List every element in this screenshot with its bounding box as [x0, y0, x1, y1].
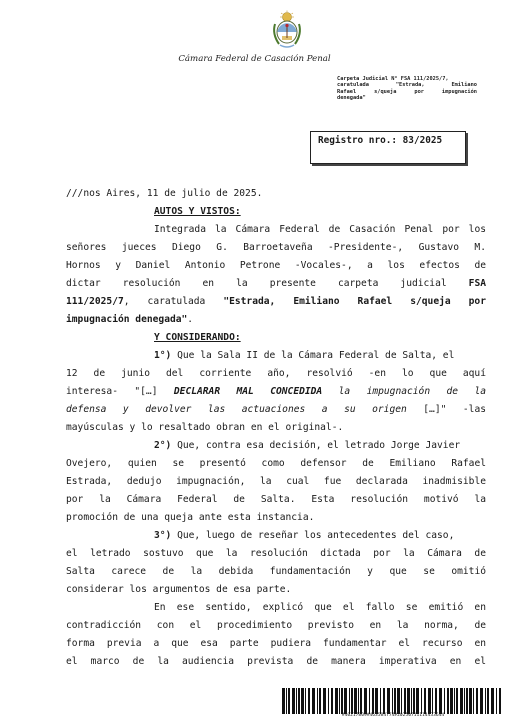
- paragraph-line: impugnación denegada".: [66, 314, 194, 325]
- autos-heading: AUTOS Y VISTOS:: [154, 206, 241, 217]
- paragraph-line: En ese sentido, explicó que el fallo se emitió en: [154, 602, 486, 613]
- paragraph-line: Estrada, dedujo impugnación, la cual fue declarada inadmisible: [66, 476, 486, 487]
- paragraph-line: señores jueces Diego G. Barroetaveña -Presidente-, Gustavo M.: [66, 242, 486, 253]
- paragraph-line: 1°) Que la Sala II de la Cámara Federal de Salta, el: [154, 350, 455, 361]
- paragraph-line: 2°) Que, contra esa decisión, el letrado Jorge Javier: [154, 440, 461, 451]
- paragraph-line: considerar los argumentos de esa parte.: [66, 584, 292, 595]
- national-coat-of-arms-icon: [270, 10, 304, 50]
- paragraph-line: mayúsculas y lo resaltado obran en el original-.: [66, 422, 344, 433]
- case-caption: Carpeta Judicial N° FSA 111/2025/7, caratulada "Estrada, Emiliano Rafael s/queja por impugnación denegada": [337, 76, 477, 101]
- court-name: Cámara Federal de Casación Penal: [178, 54, 331, 64]
- paragraph-line: Integrada la Cámara Federal de Casación Penal por los: [154, 224, 486, 235]
- document-barcode: [282, 688, 504, 714]
- paragraph-line: Hornos y Daniel Antonio Petrone -Vocales-, a los efectos de: [66, 260, 486, 271]
- paragraph-line: defensa y devolver las actuaciones a su origen […]" -las: [66, 404, 486, 415]
- paragraph-line: dictar resolución en la presente carpeta judicial FSA: [66, 278, 486, 289]
- paragraph-line: 3°) Que, luego de reseñar los antecedentes del caso,: [154, 530, 455, 541]
- paragraph-line: interesa- "[…] DECLARAR MAL CONCEDIDA la impugnación de la: [66, 386, 487, 397]
- paragraph-line: el marco de la audiencia prevista de manera imperativa en el: [66, 656, 486, 667]
- registro-box: Registro nro.: 83/2025: [310, 131, 466, 164]
- paragraph-line: promoción de una queja ante esta instancia.: [66, 512, 315, 523]
- paragraph-line: 111/2025/7, caratulada "Estrada, Emiliano Rafael s/queja por: [66, 296, 486, 307]
- paragraph-line: Ovejero, quien se presentó como defensor de Emiliano Rafael: [66, 458, 486, 469]
- paragraph-line: contradicción con el procedimiento previsto en la norma, de: [66, 620, 486, 631]
- paragraph-line: forma previa a que esa parte pudiera fundamentar el recurso en: [66, 638, 486, 649]
- barcode-number: #40217809#463584774#20250711114433644: [341, 713, 445, 718]
- date-line: ///nos Aires, 11 de julio de 2025.: [66, 188, 263, 199]
- paragraph-line: el letrado sostuvo que la resolución dictada por la Cámara de: [66, 548, 486, 559]
- paragraph-line: por la Cámara Federal de Salta. Esta resolución motivó la: [66, 494, 486, 505]
- paragraph-line: Salta carece de la debida fundamentación y que se omitió: [66, 566, 486, 577]
- considerando-heading: Y CONSIDERANDO:: [154, 332, 241, 343]
- paragraph-line: 12 de junio del corriente año, resolvió -en lo que aquí: [66, 368, 486, 379]
